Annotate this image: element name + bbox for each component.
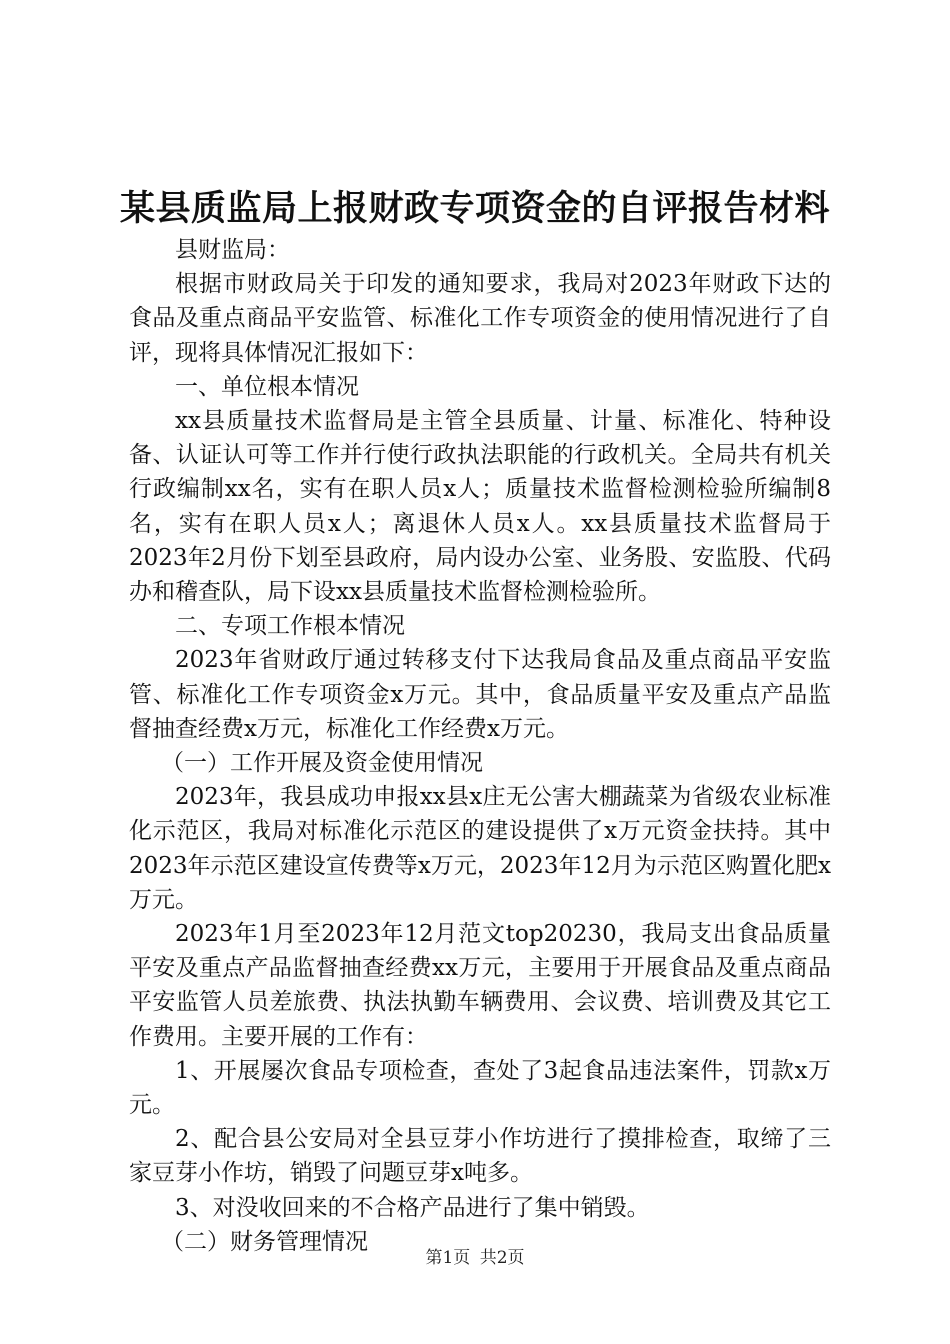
body-paragraph: 2023年1月至2023年12月范文top20230，我局支出食品质量平安及重点产品监督抽查经费xx万元，主要用于开展食品及重点商品平安监管人员差旅费、执法执勤车辆费用、会议费、培训费及其它工作费用。主要开展的工作有： — [129, 921, 831, 1050]
body-paragraph: 根据市财政局关于印发的通知要求，我局对2023年财政下达的食品及重点商品平安监管、标准化工作专项资金的使用情况进行了自评，现将具体情况汇报如下： — [129, 271, 831, 366]
page-total: 共2页 — [479, 1248, 525, 1268]
document-title: 某县质监局上报财政专项资金的自评报告材料 — [119, 188, 830, 229]
salutation: 县财监局： — [175, 237, 290, 263]
list-item: 2、配合县公安局对全县豆芽小作坊进行了摸排检查，取缔了三家豆芽小作坊，销毁了问题豆芽x吨多。 — [129, 1126, 831, 1187]
page-number: 第1页 — [425, 1248, 471, 1268]
list-item: 3、对没收回来的不合格产品进行了集中销毁。 — [175, 1194, 650, 1221]
section-heading: 一、单位根本情况 — [175, 373, 359, 400]
body-paragraph: 2023年省财政厅通过转移支付下达我局食品及重点商品平安监管、标准化工作专项资金x万元。其中，食品质量平安及重点产品监督抽查经费x万元，标准化工作经费x万元。 — [129, 647, 831, 742]
list-item: 1、开展屡次食品专项检查，查处了3起食品违法案件，罚款x万元。 — [129, 1057, 831, 1119]
body-paragraph: xx县质量技术监督局是主管全县质量、计量、标准化、特种设备、认证认可等工作并行使行政执法职能的行政机关。全局共有机关行政编制xx名，实有在职人员x人；质量技术监督检测检验所编制8名，实有在职人员x人；离退休人员x人。xx县质量技术监督局于2023年2月份下划至县政府，局内设办公室、业务股、安监股、代码办和稽查队，局下设xx县质量技术监督检测检验所。 — [129, 408, 831, 606]
subsection-heading: （一）工作开展及资金使用情况 — [161, 750, 483, 777]
page-footer — [0, 1243, 950, 1268]
section-heading: 二、专项工作根本情况 — [175, 613, 405, 640]
document-body — [129, 233, 831, 1259]
subsection-heading: （二）财务管理情况 — [161, 1228, 368, 1255]
body-paragraph: 2023年，我县成功申报xx县x庄无公害大棚蔬菜为省级农业标准化示范区，我局对标准化示范区的建设提供了x万元资金扶持。其中2023年示范区建设宣传费等x万元，2023年12月为示范区购置化肥x万元。 — [129, 784, 831, 913]
